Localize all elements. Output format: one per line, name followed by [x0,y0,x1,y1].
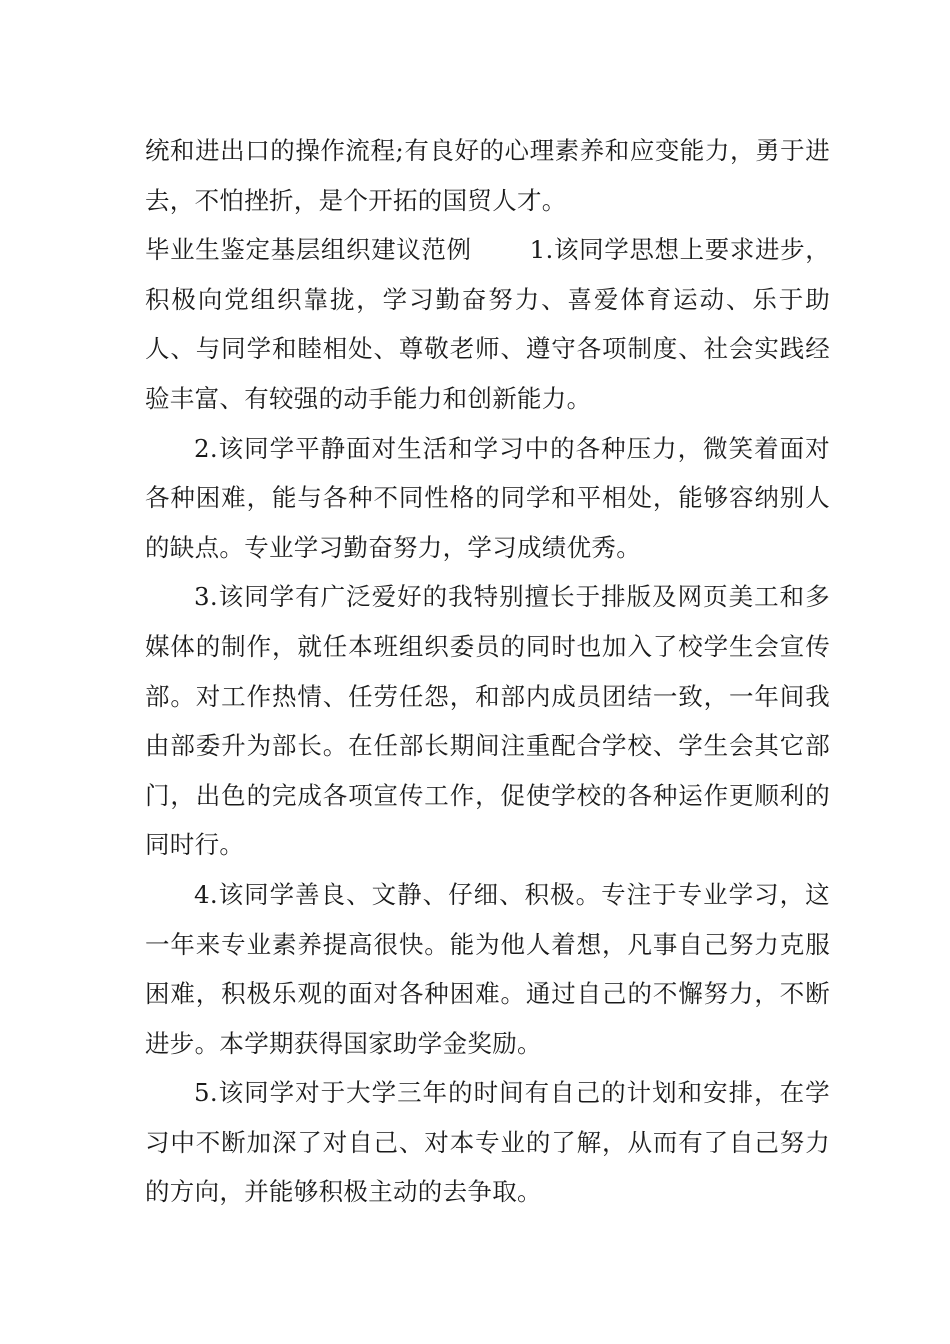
paragraph-text: 统和进出口的操作流程;有良好的心理素养和应变能力，勇于进去，不怕挫折，是个开拓的国贸人才。 [145,136,830,215]
document-body [145,126,830,1217]
paragraph-heading-item-1 [145,225,830,423]
section-heading: 毕业生鉴定基层组织建议范例 [145,235,472,265]
paragraph-item-5 [145,1068,830,1217]
paragraph-text: 5.该同学对于大学三年的时间有自己的计划和安排，在学习中不断加深了对自己、对本专业的了解，从而有了自己努力的方向，并能够积极主动的去争取。 [145,1078,830,1207]
paragraph-item-2 [145,424,830,573]
paragraph-text: 4.该同学善良、文静、仔细、积极。专注于专业学习，这一年来专业素养提高很快。能为他人着想，凡事自己努力克服困难，积极乐观的面对各种困难。通过自己的不懈努力，不断进步。本学期获得国家助学金奖励。 [145,879,830,1058]
paragraph-text: 1.该同学思想上要求进步，积极向党组织靠拢，学习勤奋努力、喜爱体育运动、乐于助人、与同学和睦相处、尊敬老师、遵守各项制度、社会实践经验丰富、有较强的动手能力和创新能力。 [145,235,830,413]
paragraph-item-4 [145,870,830,1068]
paragraph-text: 3.该同学有广泛爱好的我特别擅长于排版及网页美工和多媒体的制作，就任本班组织委员的同时也加入了校学生会宣传部。对工作热情、任劳任怨，和部内成员团结一致，一年间我由部委升为部长。在任部长期间注重配合学校、学生会其它部门，出色的完成各项宣传工作，促使学校的各种运作更顺利的同时行。 [145,582,830,860]
paragraph-text: 2.该同学平静面对生活和学习中的各种压力，微笑着面对各种困难，能与各种不同性格的同学和平相处，能够容纳别人的缺点。专业学习勤奋努力，学习成绩优秀。 [145,433,830,562]
paragraph-item-3 [145,572,830,870]
paragraph-continuation [145,126,830,225]
